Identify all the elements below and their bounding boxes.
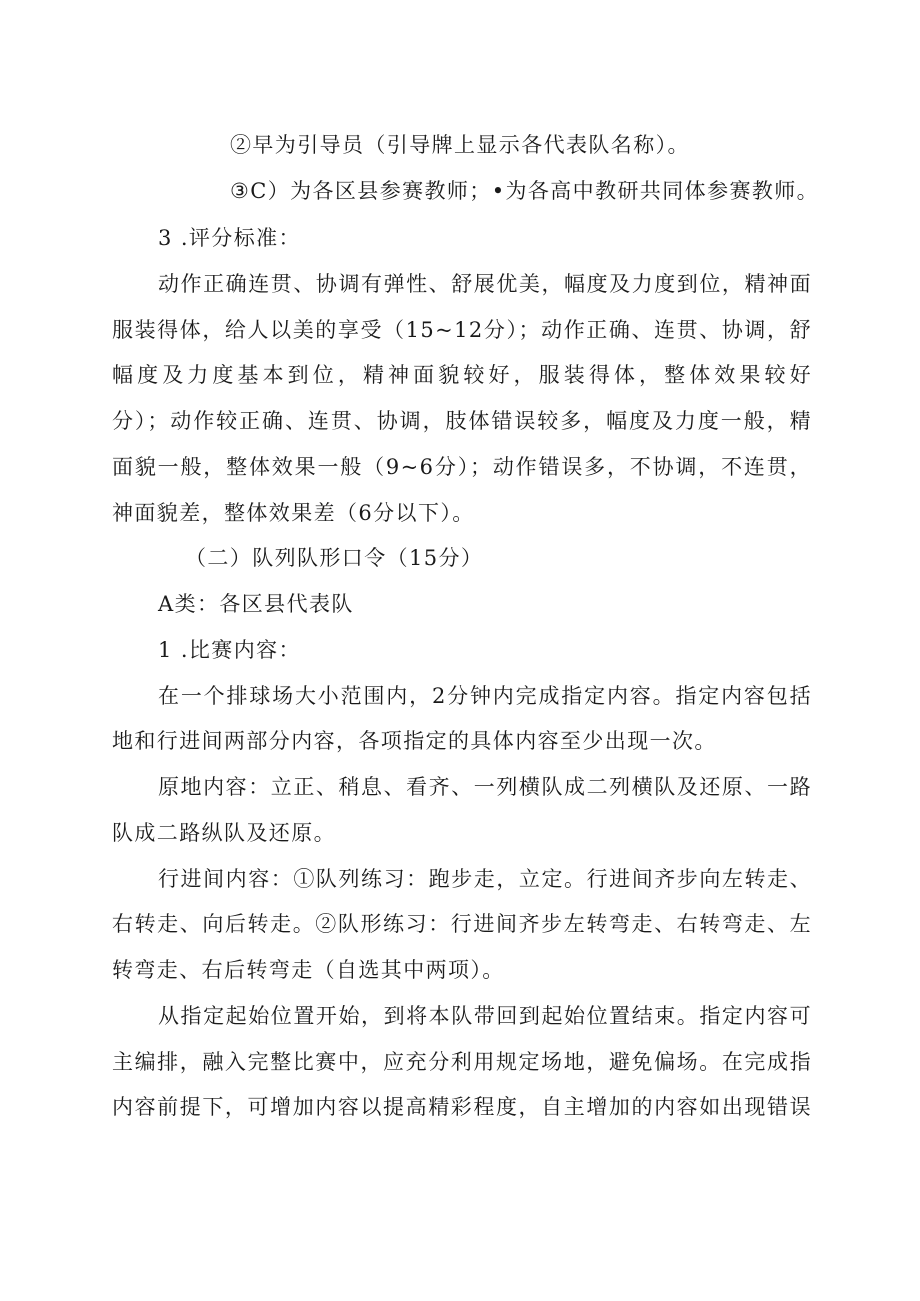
category-heading: A类：各区县代表队 [158,592,354,616]
paragraph-line: 转弯走、右后转弯走（自选其中两项）。 [112,958,505,982]
paragraph-line: 内容前提下，可增加内容以提高精彩程度，自主增加的内容如出现错误 [112,1095,812,1119]
section-heading-content: 1 .比赛内容： [158,638,301,662]
paragraph-line: 队成二路纵队及还原。 [112,821,336,845]
guide-note-line: ②早为引导员（引导牌上显示各代表队名称）。 [230,133,690,157]
paragraph-line: 分）；动作较正确、连贯、协调，肢体错误较多，幅度及力度一般，精 [112,409,812,433]
section-heading-scoring: 3 .评分标准： [158,226,301,250]
paragraph-line: 原地内容：立正、稍息、看齐、一列横队成二列横队及还原、一路 [158,775,812,799]
paragraph-line: 行进间内容：①队列练习：跑步走，立定。行进间齐步向左转走、 [158,867,812,891]
paragraph-line: 地和行进间两部分内容，各项指定的具体内容至少出现一次。 [112,729,717,753]
teacher-note-line: ③C）为各区县参赛教师；•为各高中教研共同体参赛教师。 [230,179,820,203]
paragraph-line: 动作正确连贯、协调有弹性、舒展优美，幅度及力度到位，精神面 [158,272,812,296]
paragraph-line: 右转走、向后转走。②队形练习：行进间齐步左转弯走、右转弯走、左 [112,912,812,936]
paragraph-line: 在一个排球场大小范围内，2分钟内完成指定内容。指定内容包括 [158,684,812,708]
section-heading-drill: （二）队列队形口令（15分） [185,546,484,570]
paragraph-line: 从指定起始位置开始，到将本队带回到起始位置结束。指定内容可 [158,1004,812,1028]
paragraph-line: 面貌一般，整体效果一般（9~6分）；动作错误多，不协调，不连贯， [112,455,812,479]
paragraph-line: 主编排，融入完整比赛中，应充分利用规定场地，避免偏场。在完成指 [112,1050,812,1074]
paragraph-line: 幅度及力度基本到位，精神面貌较好，服装得体，整体效果较好 [112,363,812,387]
paragraph-line: 神面貌差，整体效果差（6分以下）。 [112,501,475,525]
paragraph-line: 服装得体，给人以美的享受（15~12分）；动作正确、连贯、协调，舒 [112,318,812,342]
